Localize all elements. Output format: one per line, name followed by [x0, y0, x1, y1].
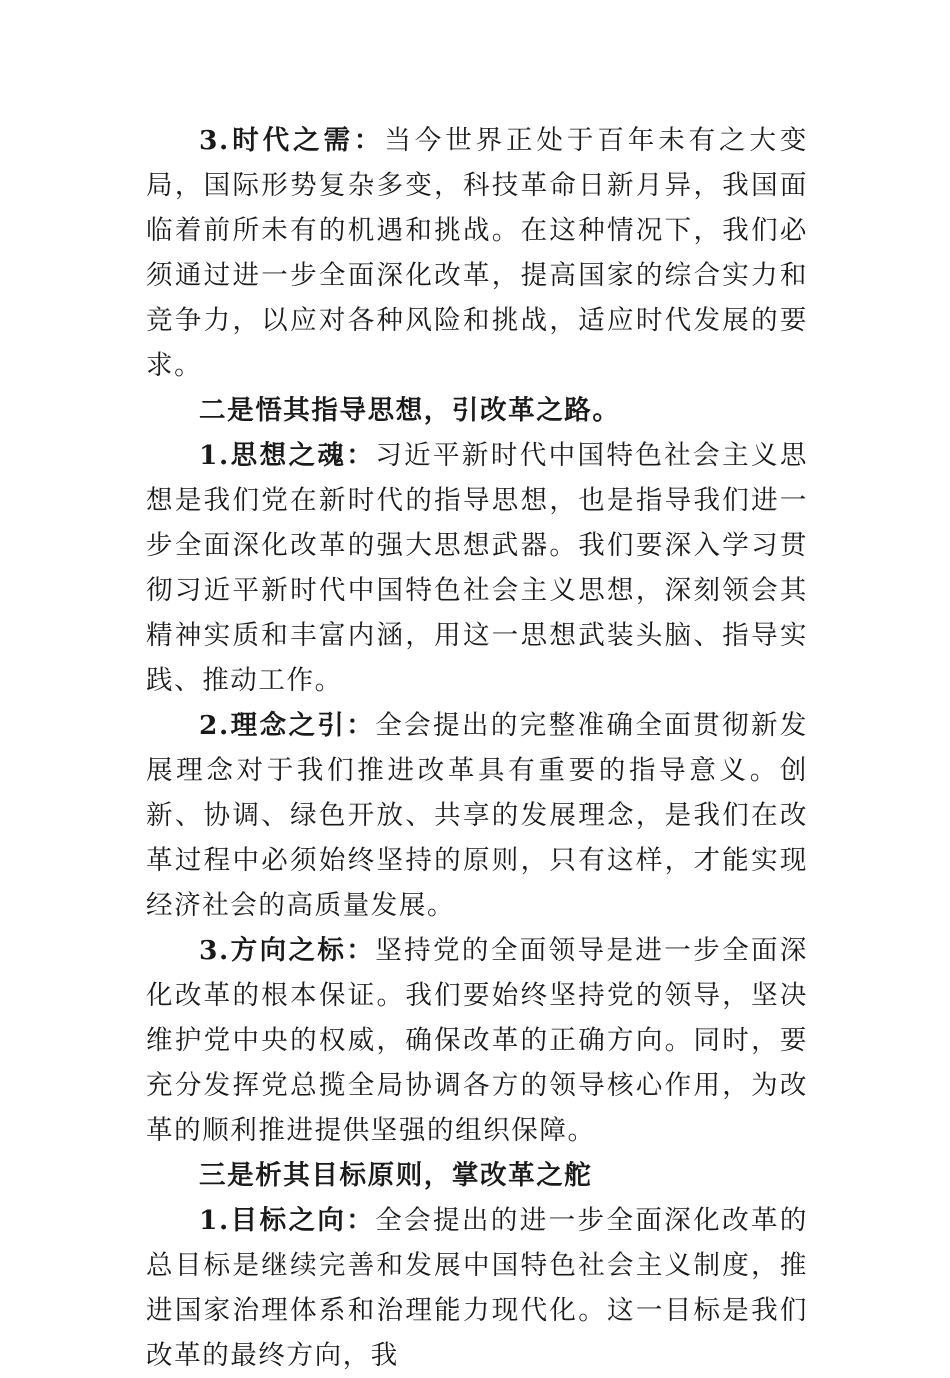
- item-text: 全会提出的进一步全面深化改革的总目标是继续完善和发展中国特色社会主义制度，推进国家治理体系和治理能力现代化。这一目标是我们改革的最终方向，我: [146, 1205, 808, 1371]
- item-text: 坚持党的全面领导是进一步全面深化改革的根本保证。我们要始终坚持党的领导，坚决维护党中央的权威，确保改革的正确方向。同时，要充分发挥党总揽全局协调各方的领导核心作用，为改革的顺利推进提供坚强的组织保障。: [146, 935, 808, 1146]
- item-lead: 3.方向之标：: [199, 935, 376, 966]
- paragraph-concept-guide: [146, 703, 808, 928]
- paragraph-thought-soul: [146, 433, 808, 703]
- document-body: [146, 118, 808, 1378]
- item-text: 当今世界正处于百年未有之大变局，国际形势复杂多变，科技革命日新月异，我国面临着前所未有的机遇和挑战。在这种情况下，我们必须通过进一步全面深化改革，提高国家的综合实力和竞争力，以应对各种风险和挑战，适应时代发展的要求。: [146, 125, 808, 381]
- section-heading-2: 二是悟其指导思想，引改革之路。: [199, 395, 621, 426]
- item-text: 习近平新时代中国特色社会主义思想是我们党在新时代的指导思想，也是指导我们进一步全面深化改革的强大思想武器。我们要深入学习贯彻习近平新时代中国特色社会主义思想，深刻领会其精神实质和丰富内涵，用这一思想武装头脑、指导实践、推动工作。: [146, 440, 808, 696]
- item-text: 全会提出的完整准确全面贯彻新发展理念对于我们推进改革具有重要的指导意义。创新、协调、绿色开放、共享的发展理念，是我们在改革过程中必须始终坚持的原则，只有这样，才能实现经济社会的高质量发展。: [146, 710, 808, 921]
- paragraph-era-needs: [146, 118, 808, 388]
- paragraph-goal-direction: [146, 1198, 808, 1378]
- paragraph-direction-mark: [146, 928, 808, 1153]
- item-lead: 3.时代之需：: [199, 125, 385, 156]
- section-heading-3: 三是析其目标原则，掌改革之舵: [199, 1160, 593, 1191]
- item-lead: 2.理念之引：: [199, 710, 376, 741]
- item-lead: 1.目标之向：: [199, 1205, 376, 1236]
- item-lead: 1.思想之魂：: [199, 440, 376, 471]
